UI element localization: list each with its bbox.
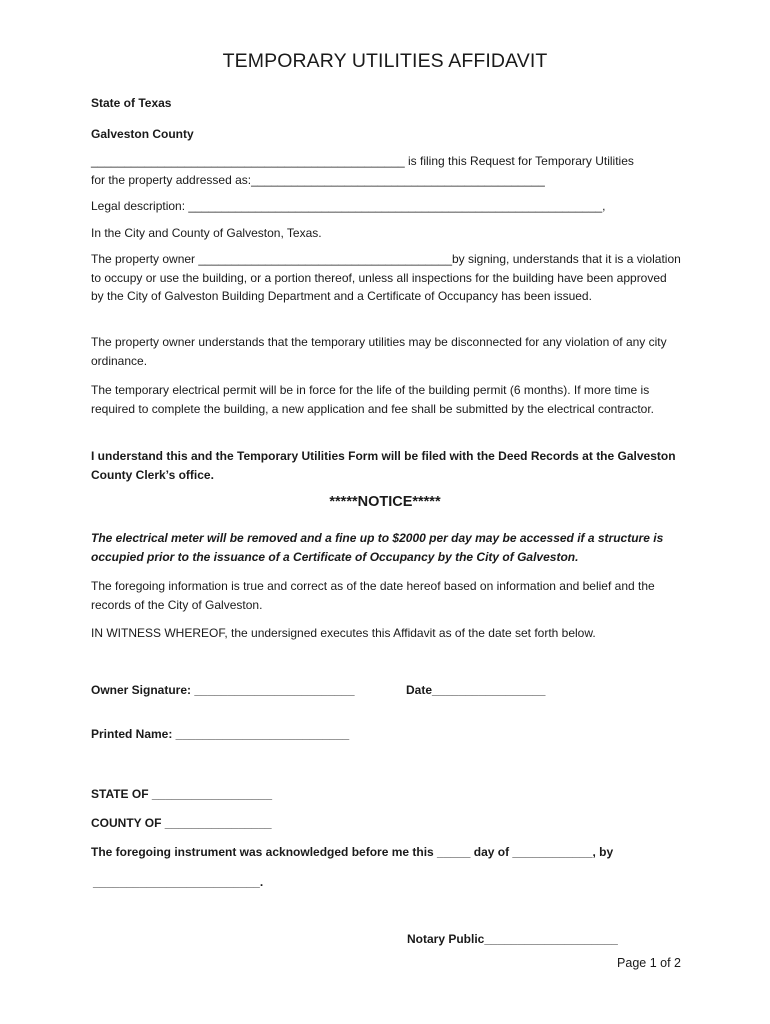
owner-paragraph: The property owner ______________________________________by signing, understands that it is a violation to occupy or use the building, or a portion thereof, unless all inspections for the building have been approved by the City of Galveston Building Department and a Certificate of Occupancy has been issued. — [91, 252, 681, 303]
filing-line-2: for the property addressed as:____________________________________________ — [91, 173, 545, 187]
foregoing-paragraph: The foregoing information is true and correct as of the date hereof based on information and belief and the records of the City of Galveston. — [91, 579, 655, 612]
acknowledgment-line: The foregoing instrument was acknowledged before me this _____ day of ____________, by — [91, 845, 614, 859]
document-title: TEMPORARY UTILITIES AFFIDAVIT — [222, 50, 548, 72]
owner-signature-line: Owner Signature: ________________________ — [91, 683, 355, 697]
legal-description: Legal description: ______________________________________________________________, — [91, 199, 606, 213]
printed-name-line: Printed Name: __________________________ — [91, 727, 350, 741]
understand-paragraph: I understand this and the Temporary Utilities Form will be filed with the Deed Records at the Galveston County Clerk’s office. — [91, 449, 676, 482]
notary-public-line: Notary Public____________________ — [407, 932, 618, 946]
page-number: Page 1 of 2 — [617, 956, 681, 970]
filing-line-1: _______________________________________________ is filing this Request for Temporary Utilities — [91, 154, 634, 168]
notice-text: The electrical meter will be removed and a fine up to $2000 per day may be accessed if a structure is occupied prior to the issuance of a Certificate of Occupancy by the City of Galveston. — [91, 531, 664, 564]
city-county-line: In the City and County of Galveston, Texas. — [91, 226, 322, 240]
county-of-line: COUNTY OF ________________ — [91, 816, 272, 830]
disconnect-paragraph: The property owner understands that the temporary utilities may be disconnected for any violation of any city ordinance. — [91, 335, 667, 368]
county-line: Galveston County — [91, 127, 194, 141]
state-of-line: STATE OF __________________ — [91, 787, 273, 801]
notice-heading: *****NOTICE***** — [329, 494, 441, 510]
permit-paragraph: The temporary electrical permit will be in force for the life of the building permit (6 months). If more time is required to complete the building, a new application and fee shall be submitted by the electrical contractor. — [91, 383, 655, 416]
state-line: State of Texas — [91, 96, 172, 110]
acknowledged-by-blank: _________________________. — [93, 875, 264, 889]
witness-paragraph: IN WITNESS WHEREOF, the undersigned executes this Affidavit as of the date set forth below. — [91, 626, 596, 640]
date-line: Date_________________ — [406, 683, 546, 697]
